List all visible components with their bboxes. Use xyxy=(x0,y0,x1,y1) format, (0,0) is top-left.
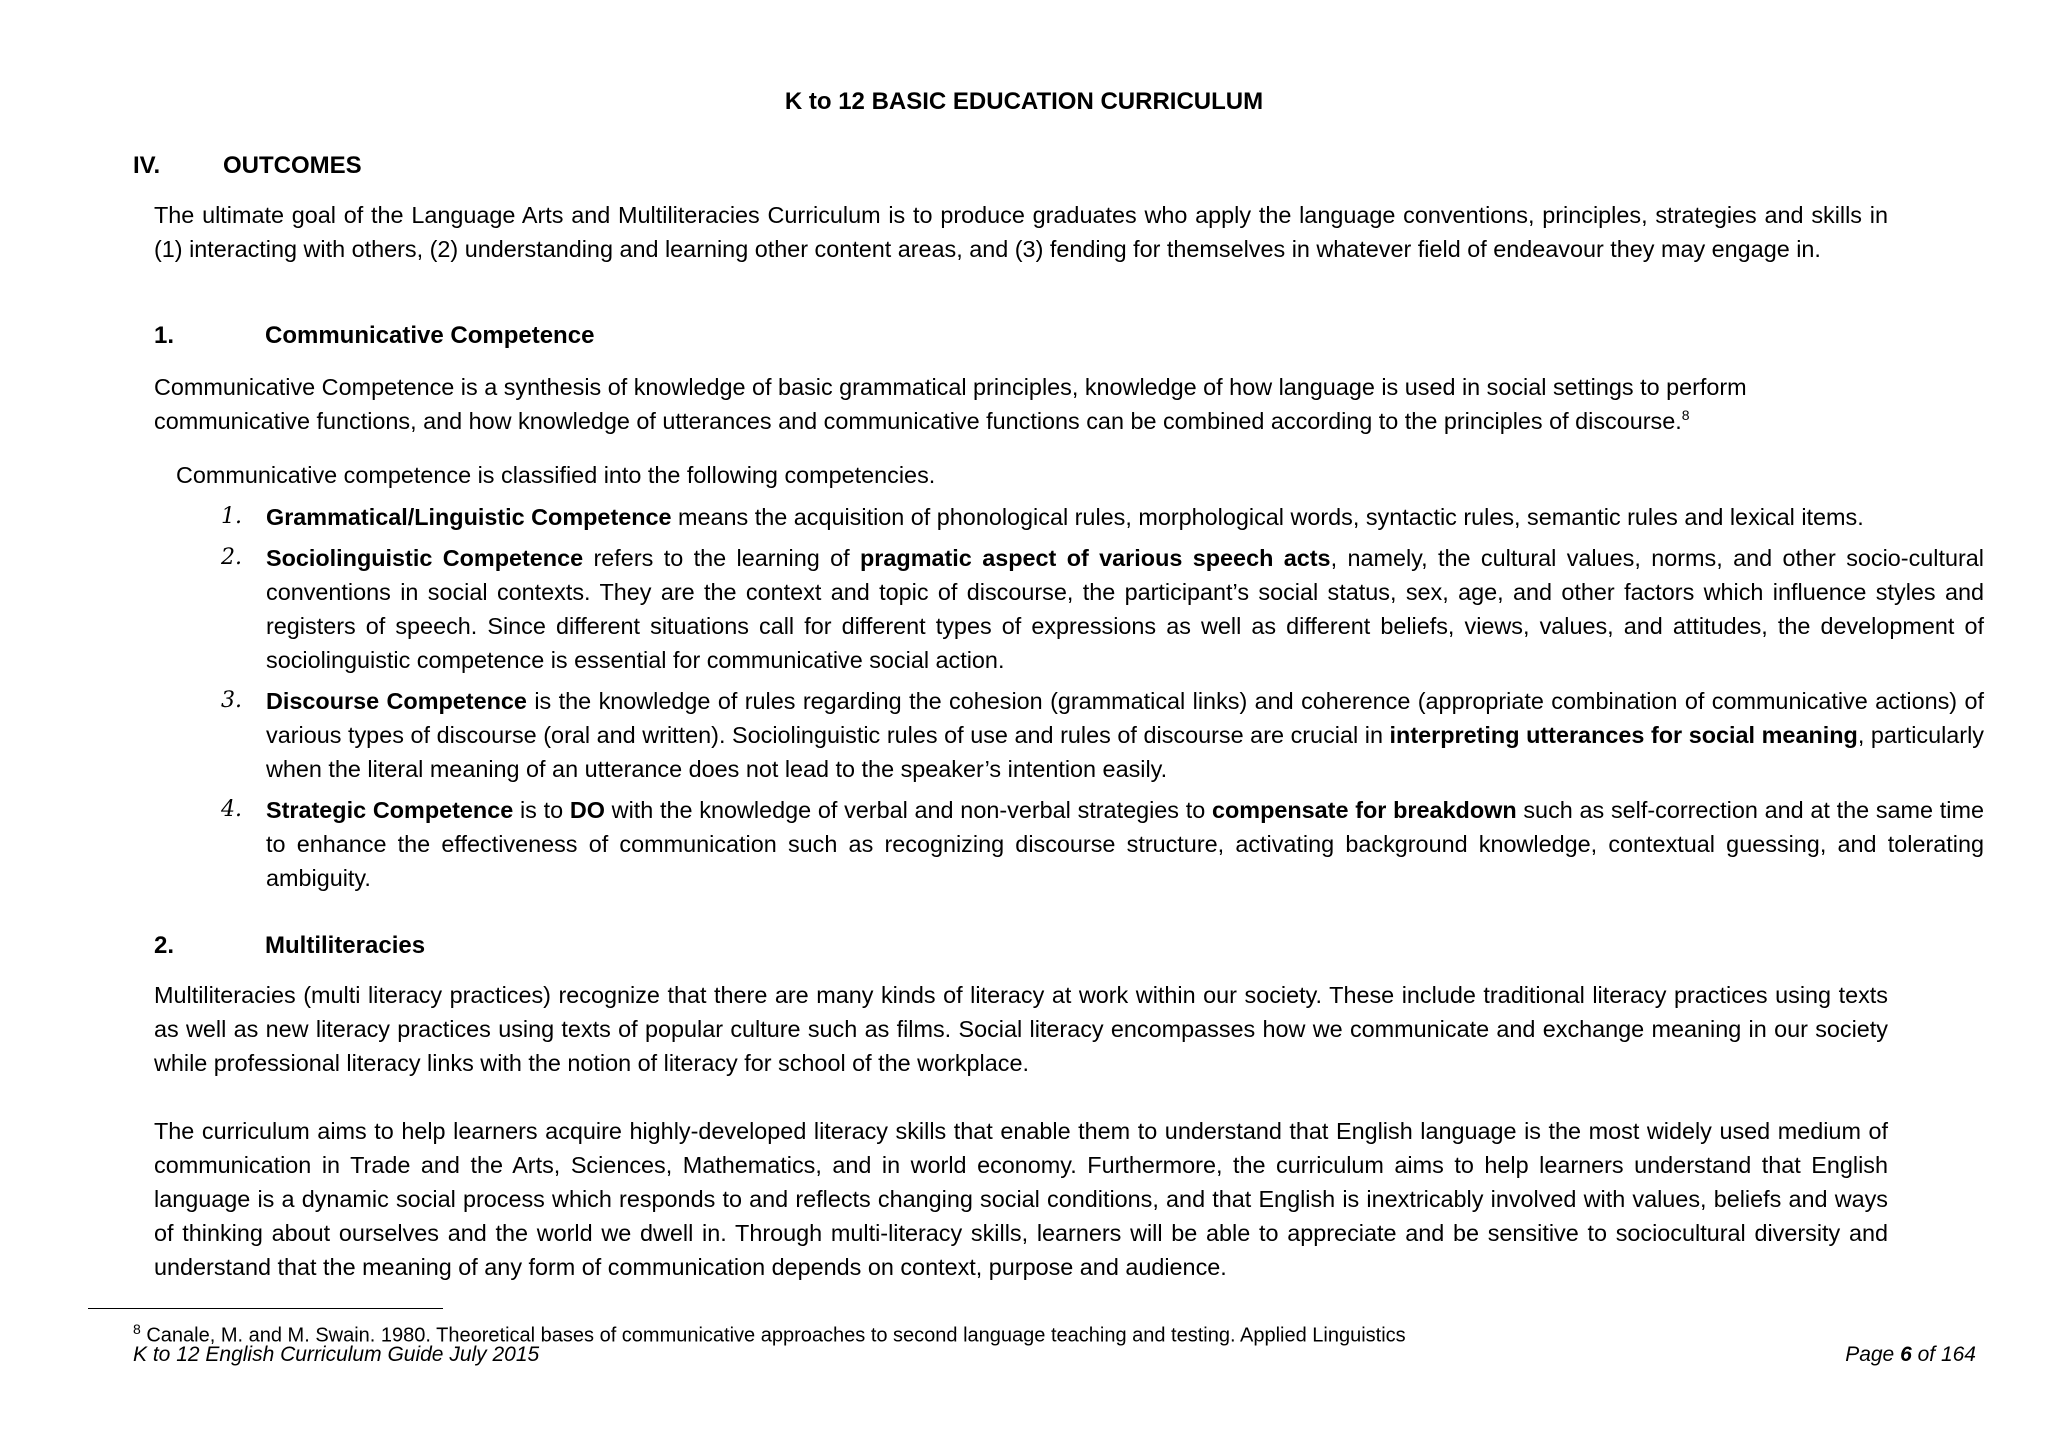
term: Sociolinguistic Competence xyxy=(266,545,584,571)
term: Discourse Competence xyxy=(266,688,527,714)
subsection-title: Communicative Competence xyxy=(265,322,595,349)
item-text: is to xyxy=(513,797,570,823)
footer-document-title: K to 12 English Curriculum Guide July 2015 xyxy=(133,1343,540,1366)
competency-list xyxy=(221,500,1985,902)
classification-intro: Communicative competence is classified into the following competencies. xyxy=(176,462,936,488)
list-item xyxy=(221,541,1985,677)
item-text: with the knowledge of verbal and non-verbal strategies to xyxy=(604,797,1212,823)
item-text: , particularly when the literal meaning of an utterance does not lead to the speaker’s intention easily. xyxy=(266,722,1984,782)
subsection-heading-communicative xyxy=(154,322,594,350)
multiliteracies-paragraph-1: Multiliteracies (multi literacy practices) recognize that there are many kinds of literacy at work within our society. These include traditional literacy practices using texts as well as new literacy practices using texts of popular culture such as films. Social literacy encompasses how we communicate and exchange meaning in our society while professional literacy links with the notion of literacy for school of the workplace. xyxy=(154,982,1888,1076)
list-index: 4. xyxy=(221,797,242,822)
section-heading xyxy=(133,152,362,180)
emphasis: DO xyxy=(569,797,605,823)
list-item xyxy=(221,684,1984,786)
intro-paragraph: The ultimate goal of the Language Arts and Multiliteracies Curriculum is to produce graduates who apply the language conventions, principles, strategies and skills in (1) interacting with others, (2) understanding and learning other content areas, and (3) fending for themselves in whatever field of endeavour they may engage in. xyxy=(154,202,1888,262)
emphasis: interpreting utterances for social meaning xyxy=(1389,722,1858,748)
emphasis: compensate for breakdown xyxy=(1211,797,1517,823)
subsection-title: Multiliteracies xyxy=(265,932,426,959)
subsection-number: 1. xyxy=(154,322,175,349)
item-text: is the knowledge of rules regarding the cohesion (grammatical links) and coherence (appropriate combination of communicative actions) of various types of discourse (oral and written). Sociolinguistic rules of use and rules of discourse are crucial in xyxy=(266,688,1984,748)
page-total: of 164 xyxy=(1911,1343,1976,1366)
current-page: 6 xyxy=(1900,1343,1912,1366)
section-number: IV. xyxy=(133,152,161,179)
definition-text: Communicative Competence is a synthesis of knowledge of basic grammatical principles, knowledge of how language is used in social settings to perform communicative functions, and how knowledge of utterances and communicative functions can be combined according to the principles of discourse. xyxy=(154,374,1747,434)
footer-page-number xyxy=(1845,1343,1976,1367)
subsection-heading-multiliteracies xyxy=(154,932,425,960)
list-index: 1. xyxy=(221,504,242,529)
term: Grammatical/Linguistic Competence xyxy=(266,504,672,530)
page-prefix: Page xyxy=(1845,1343,1901,1366)
page-header: K to 12 BASIC EDUCATION CURRICULUM xyxy=(784,88,1264,115)
list-item xyxy=(221,793,1984,895)
multiliteracies-paragraph-2: The curriculum aims to help learners acquire highly-developed literacy skills that enable them to understand that English language is the most widely used medium of communication in Trade and the Arts, Sciences, Mathematics, and in world economy. Furthermore, the curriculum aims to help learners understand that English language is a dynamic social process which responds to and reflects changing social conditions, and that English is inextricably involved with values, beliefs and ways of thinking about ourselves and the world we dwell in. Through multi-literacy skills, learners will be able to appreciate and be sensitive to sociocultural diversity and understand that the meaning of any form of communication depends on context, purpose and audience. xyxy=(154,1118,1888,1280)
item-text: refers to the learning of xyxy=(583,545,861,571)
section-title: OUTCOMES xyxy=(223,152,362,179)
item-text: means the acquisition of phonological rules, morphological words, syntactic rules, semantic rules and lexical items. xyxy=(671,504,1864,530)
footnote-divider xyxy=(88,1308,443,1309)
footnote-reference: 8 xyxy=(1681,407,1690,424)
list-index: 3. xyxy=(221,688,242,713)
item-text: , namely, the cultural values, norms, and other socio-cultural conventions in social contexts. They are the context and topic of discourse, the participant’s social status, sex, age, and other factors which influence styles and registers of speech. Since different situations call for different types of expressions as well as different beliefs, views, values, and attitudes, the development of sociolinguistic competence is essential for communicative social action. xyxy=(266,545,1985,673)
term: Strategic Competence xyxy=(266,797,514,823)
communicative-definition xyxy=(154,370,1888,438)
footnote-mark: 8 xyxy=(133,1321,141,1337)
footnote-text: Canale, M. and M. Swain. 1980. Theoretical bases of communicative approaches to second language teaching and testing. Applied Linguistics xyxy=(140,1324,1406,1347)
emphasis: pragmatic aspect of various speech acts xyxy=(860,545,1331,571)
item-text: such as self-correction and at the same time to enhance the effectiveness of communication such as recognizing discourse structure, activating background knowledge, contextual guessing, and tolerating ambiguity. xyxy=(266,797,1984,891)
list-item xyxy=(221,500,1984,534)
list-index: 2. xyxy=(221,545,242,570)
subsection-number: 2. xyxy=(154,932,175,959)
